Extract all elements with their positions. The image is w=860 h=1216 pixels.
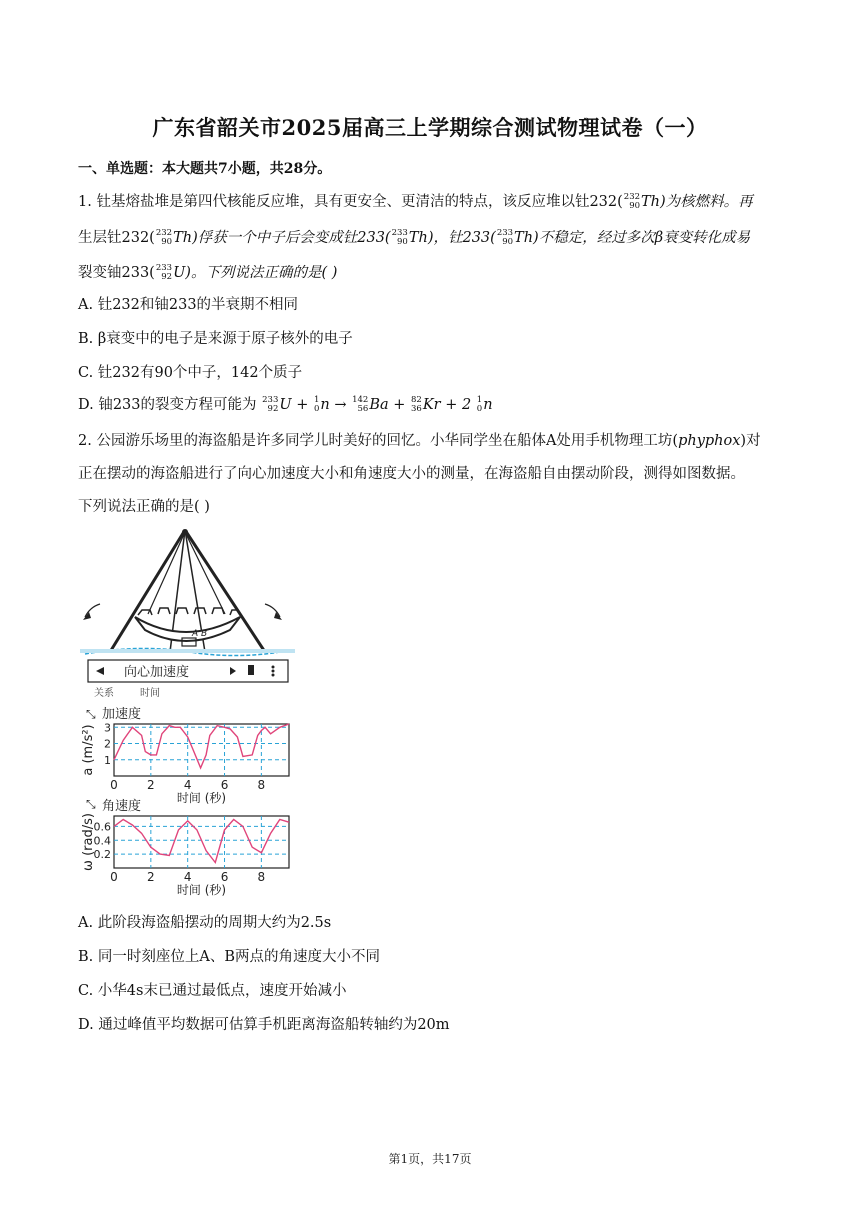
acc-ytick-label: 1 bbox=[104, 753, 111, 767]
section-heading: 一、单选题：本大题共7小题，共28分。 bbox=[78, 161, 332, 177]
q1-line-2: 生层钍232( 232 90 Th)俘获一个中子后会变成钍233( 233 90 Th)，钍233( 233 90 Th)不稳定，经过多次β衰变转化成易 bbox=[78, 228, 751, 247]
q1-option-a[interactable]: A. 钍232和铀233的半衰期不相同 bbox=[78, 297, 299, 313]
acc-xlabel: 时间 (秒) bbox=[176, 791, 227, 805]
acc-xtick-label: 6 bbox=[220, 778, 229, 792]
nuclide-th232: 232 90 bbox=[623, 192, 641, 211]
q2-line-3: 下列说法正确的是( ) bbox=[78, 499, 210, 515]
pirate-ship-illustration bbox=[80, 529, 295, 656]
acc-ytick-label: 3 bbox=[104, 721, 111, 735]
omega-xtick-label: 8 bbox=[257, 870, 266, 884]
omega-xtick-label: 2 bbox=[147, 870, 155, 884]
acc-chart bbox=[81, 721, 289, 805]
omega-xlabel: 时间 (秒) bbox=[176, 883, 227, 897]
q1-option-b[interactable]: B. β衰变中的电子是来源于原子核外的电子 bbox=[78, 331, 353, 347]
menu-icon[interactable] bbox=[272, 666, 275, 669]
expand-icon: ⤡ bbox=[86, 797, 96, 811]
q2-option-d[interactable]: D. 通过峰值平均数据可估算手机距离海盗船转轴约为20m bbox=[78, 1017, 450, 1033]
q1-line-3: 裂变铀233( 233 92 U)。下列说法正确的是( ) bbox=[78, 263, 338, 282]
save-icon[interactable] bbox=[248, 665, 254, 675]
ship-ab-label: A B bbox=[192, 629, 208, 639]
q2-line-2: 正在摆动的海盗船进行了向心加速度大小和角速度大小的测量，在海盗船自由摆动阶段，测得如图数据。 bbox=[78, 466, 745, 482]
q1-option-c[interactable]: C. 钍232有90个中子，142个质子 bbox=[78, 365, 303, 381]
q1-line-1: 1. 钍基熔盐堆是第四代核能反应堆，具有更安全、更清洁的特点，该反应堆以钍232( 232 90 Th)为核燃料。再 bbox=[78, 192, 753, 211]
omega-ytick-label: 0.2 bbox=[93, 848, 111, 862]
omega-xtick-label: 4 bbox=[183, 870, 192, 884]
acc-ytick-label: 2 bbox=[104, 737, 111, 751]
acc-xtick-label: 2 bbox=[147, 778, 155, 792]
q2-option-c[interactable]: C. 小华4s末已通过最低点，速度开始减小 bbox=[78, 983, 347, 999]
omega-ylabel: ω (rad/s) bbox=[81, 813, 96, 871]
omega-chart bbox=[81, 813, 289, 897]
phyphox-toolbar[interactable] bbox=[88, 660, 288, 682]
figure-svg bbox=[80, 522, 300, 902]
expand-icon: ⤡ bbox=[86, 707, 96, 721]
omega-ytick-label: 0.6 bbox=[93, 820, 111, 834]
omega-chart-title: 角速度 bbox=[102, 799, 142, 814]
acc-plot-frame bbox=[114, 724, 289, 776]
acc-chart-title: 加速度 bbox=[102, 707, 142, 722]
q1-option-d[interactable]: D. 铀233的裂变方程可能为 233 92 U + 1 0 n → 142 56 Ba + 82 36 Kr + 2 1 0 n bbox=[78, 395, 493, 414]
page-title: 广东省韶关市2025届高三上学期综合测试物理试卷（一） bbox=[152, 115, 708, 140]
toolbar-title: 向心加速度 bbox=[124, 665, 190, 680]
omega-xtick-label: 0 bbox=[110, 870, 118, 884]
acc-xtick-label: 4 bbox=[183, 778, 192, 792]
q2-option-b[interactable]: B. 同一时刻座位上A、B两点的角速度大小不同 bbox=[78, 949, 380, 965]
q2-option-a[interactable]: A. 此阶段海盗船摆动的周期大约为2.5s bbox=[78, 915, 332, 931]
omega-xtick-label: 6 bbox=[220, 870, 229, 884]
pirate-ship-figure bbox=[80, 522, 300, 902]
acc-xtick-label: 8 bbox=[257, 778, 266, 792]
page-footer: 第1页，共17页 bbox=[388, 1152, 472, 1166]
acc-ylabel: a (m/s²) bbox=[81, 724, 96, 776]
acc-xtick-label: 0 bbox=[110, 778, 118, 792]
tab-time[interactable]: 时间 bbox=[140, 688, 160, 699]
omega-ytick-label: 0.4 bbox=[93, 834, 111, 848]
q2-line-1: 2. 公园游乐场里的海盗船是许多同学儿时美好的回忆。小华同学坐在船体A处用手机物理工坊(phyphox)对 bbox=[78, 433, 761, 449]
tab-relation[interactable]: 关系 bbox=[94, 688, 114, 699]
